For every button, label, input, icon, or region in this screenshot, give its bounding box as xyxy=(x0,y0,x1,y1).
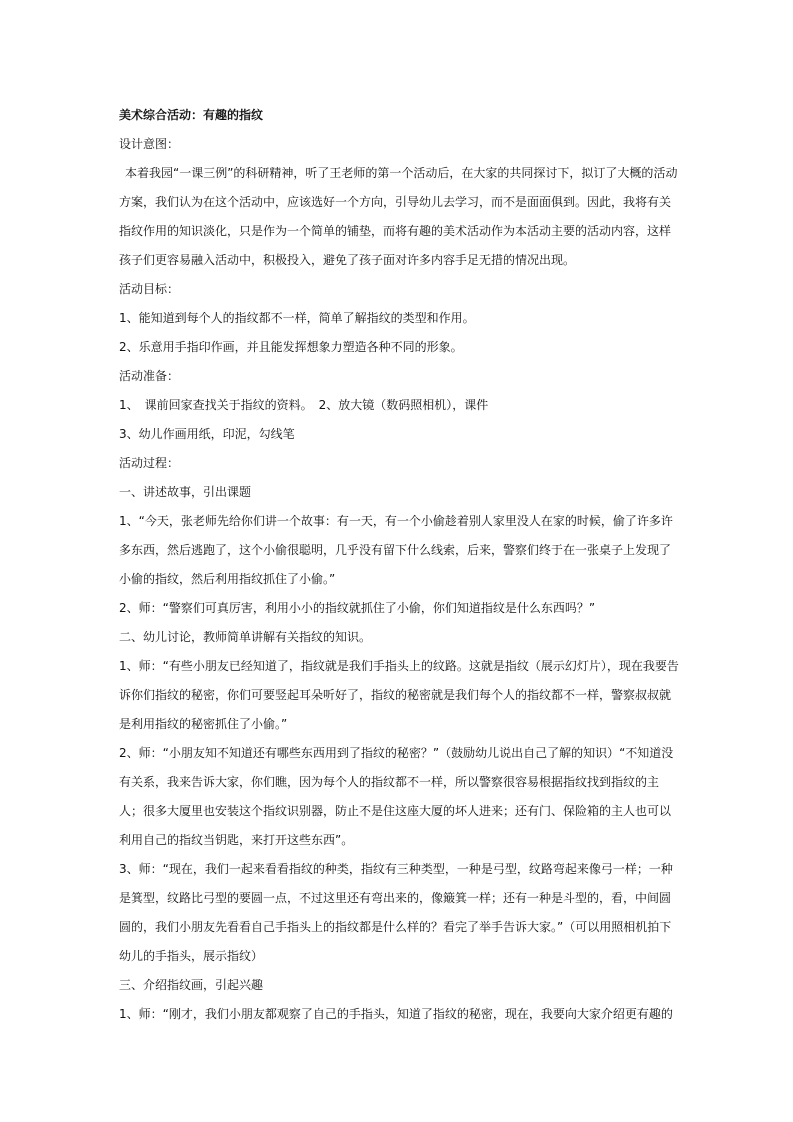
process-item: 1、“今天，张老师先给你们讲一个故事：有一天，有一个小偷趁着别人家里没人在家的时候，偷了许多许多东西，然后逃跑了，这个小偷很聪明，几乎没有留下什么线索，后来，警察们终于在一张桌子上发现了小偷的指纹，然后利用指纹抓住了小偷。” xyxy=(119,514,673,586)
process-heading: 活动过程： xyxy=(119,456,180,470)
document-body xyxy=(119,101,679,1029)
process-item: 1、师：“有些小朋友已经知道了，指纹就是我们手指头上的纹路。这就是指纹（展示幻灯片），现在我要告诉你们指纹的秘密，你们可要竖起耳朵听好了，指纹的秘密就是我们每个人的指纹都不一样，警察叔叔就是利用指纹的秘密抓住了小偷。” xyxy=(119,659,679,731)
design-heading: 设计意图： xyxy=(119,137,180,151)
process-item: 2、师：“警察们可真厉害，利用小小的指纹就抓住了小偷，你们知道指纹是什么东西吗？” xyxy=(119,601,596,615)
section-heading: 三、介绍指纹画，引起兴趣 xyxy=(119,978,264,992)
goal-item: 1、能知道到每个人的指纹都不一样，简单了解指纹的类型和作用。 xyxy=(119,311,475,325)
prep-item: 3、幼儿作画用纸，印泥，勾线笔 xyxy=(119,427,295,441)
goals-heading: 活动目标： xyxy=(119,282,180,296)
process-item: 3、师：“现在，我们一起来看看指纹的种类，指纹有三种类型，一种是弓型，纹路弯起来像弓一样；一种是箕型，纹路比弓型的要圆一点，不过这里还有弯出来的，像簸箕一样；还有一种是斗型的，看，中间圆圆的，我们小朋友先看看自己手指头上的指纹都是什么样的？看完了举手告诉大家。”（可以用照相机拍下幼儿的手指头，展示指纹） xyxy=(119,862,673,963)
section-heading: 二、幼儿讨论，教师简单讲解有关指纹的知识。 xyxy=(119,630,372,644)
process-item: 1、师：“刚才，我们小朋友都观察了自己的手指头，知道了指纹的秘密，现在，我要向大家介绍更有趣的 xyxy=(119,1007,673,1021)
section-heading: 一、讲述故事，引出课题 xyxy=(119,485,252,499)
prep-item: 1、 课前回家查找关于指纹的资料。 2、放大镜（数码照相机），课件 xyxy=(119,398,489,412)
document-title: 美术综合活动：有趣的指纹 xyxy=(119,108,264,122)
process-item: 2、师：“小朋友知不知道还有哪些东西用到了指纹的秘密？”（鼓励幼儿说出自己了解的知识）“不知道没有关系，我来告诉大家，你们瞧，因为每个人的指纹都不一样，所以警察很容易根据指纹找到指纹的主人；很多大厦里也安装这个指纹识别器，防止不是住这座大厦的坏人进来；还有门、保险箱的主人也可以利用自己的指纹当钥匙，来打开这些东西”。 xyxy=(119,746,674,847)
goal-item: 2、乐意用手指印作画，并且能发挥想象力塑造各种不同的形象。 xyxy=(119,340,463,354)
design-paragraph: 本着我园“一课三例”的科研精神，听了王老师的第一个活动后，在大家的共同探讨下，拟订了大概的活动方案，我们认为在这个活动中，应该选好一个方向，引导幼儿去学习，而不是面面俱到。因此，我将有关指纹作用的知识淡化，只是作为一个简单的铺垫，而将有趣的美术活动作为本活动主要的活动内容，这样孩子们更容易融入活动中，积极投入，避免了孩子面对许多内容手足无措的情况出现。 xyxy=(119,166,678,267)
prep-heading: 活动准备： xyxy=(119,369,180,383)
